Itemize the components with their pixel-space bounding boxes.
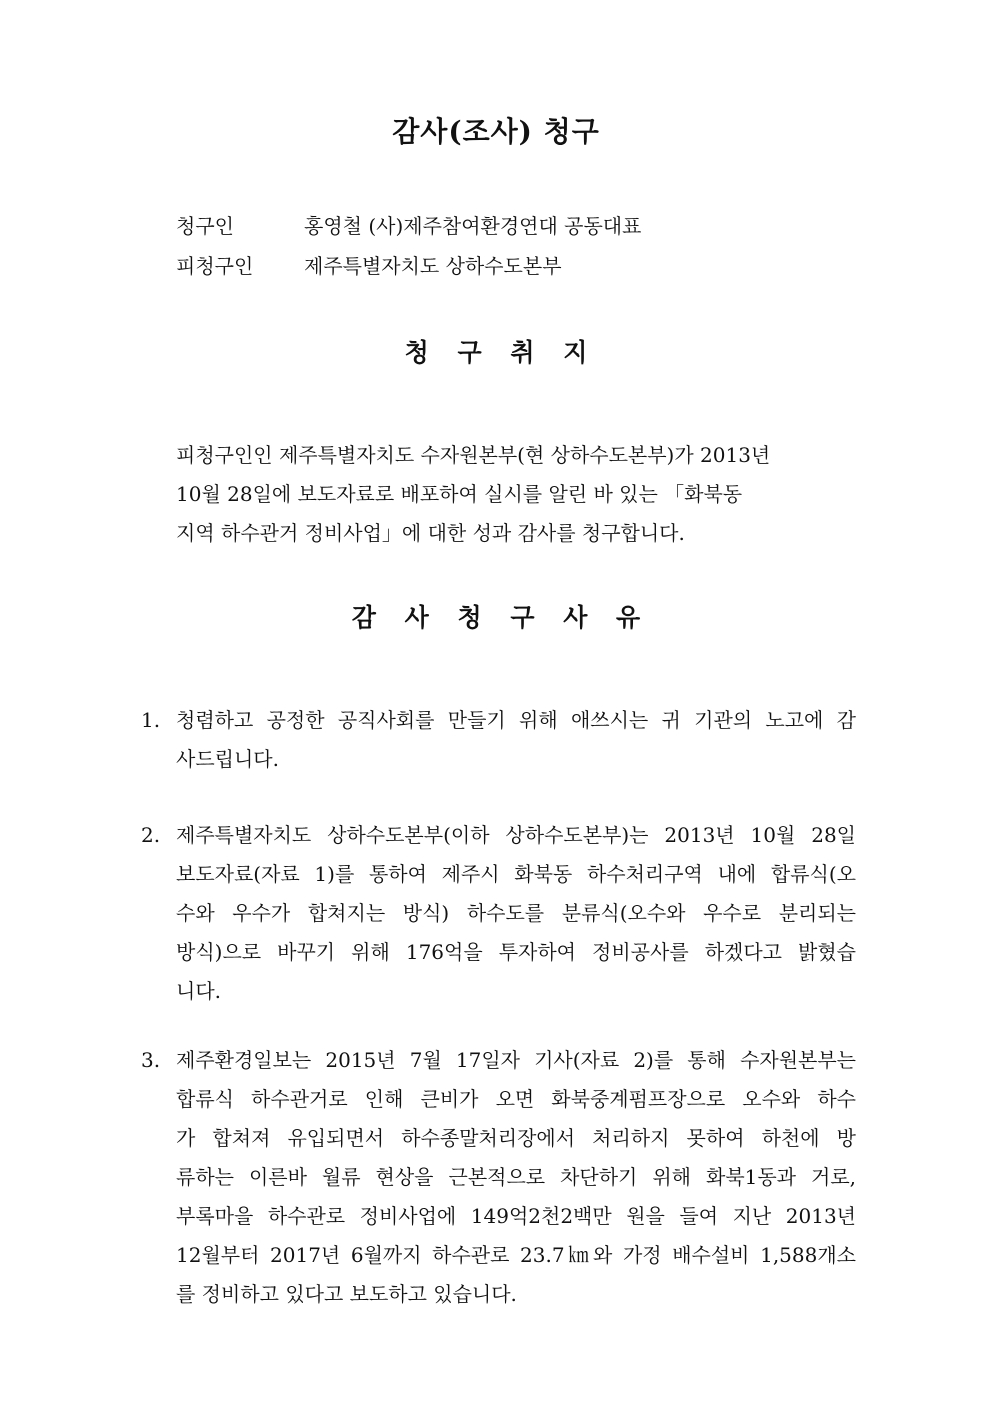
reason-line: 제주환경일보는 2015년 7월 17일자 기사(자료 2)를 통해 수자원본부는 — [176, 1048, 856, 1072]
respondent-value: 제주특별자치도 상하수도본부 — [304, 254, 562, 278]
reason-line: 12월부터 2017년 6월까지 하수관로 23.7㎞와 가정 배수설비 1,588개소 — [176, 1243, 856, 1267]
reason-body — [176, 701, 856, 779]
reason-body — [176, 816, 856, 1011]
reason-number: 3. — [141, 1048, 161, 1072]
reason-line: 를 정비하고 있다고 보도하고 있습니다. — [176, 1282, 517, 1306]
claimant-label: 청구인 — [176, 214, 234, 238]
reasons-heading: 감 사 청 구 사 유 — [351, 603, 651, 632]
respondent-row — [176, 251, 562, 281]
purpose-paragraph — [176, 436, 816, 553]
reason-item-1 — [141, 701, 856, 779]
respondent-label: 피청구인 — [176, 254, 254, 278]
reason-number: 2. — [141, 823, 161, 847]
purpose-line: 10월 28일에 보도자료로 배포하여 실시를 알린 바 있는 「화북동 — [176, 482, 743, 506]
claimant-row — [176, 211, 641, 241]
reason-line: 류하는 이른바 월류 현상을 근본적으로 차단하기 위해 화북1동과 거로, — [176, 1165, 856, 1189]
claimant-value: 홍영철 (사)제주참여환경연대 공동대표 — [304, 214, 642, 238]
reason-line: 가 합쳐져 유입되면서 하수종말처리장에서 처리하지 못하여 하천에 방 — [176, 1126, 856, 1150]
reason-body — [176, 1041, 856, 1314]
reason-line: 수와 우수가 합쳐지는 방식) 하수도를 분류식(오수와 우수로 분리되는 — [176, 901, 856, 925]
reason-line: 제주특별자치도 상하수도본부(이하 상하수도본부)는 2013년 10월 28일 — [176, 823, 856, 847]
reason-line: 합류식 하수관거로 인해 큰비가 오면 화북중계펌프장으로 오수와 하수 — [176, 1087, 856, 1111]
document-title: 감사(조사) 청구 — [392, 115, 600, 148]
reason-line: 사드립니다. — [176, 747, 279, 771]
reason-number: 1. — [141, 708, 161, 732]
reason-line: 보도자료(자료 1)를 통하여 제주시 화북동 하수처리구역 내에 합류식(오 — [176, 862, 856, 886]
purpose-line: 지역 하수관거 정비사업」에 대한 성과 감사를 청구합니다. — [176, 521, 685, 545]
reason-line: 니다. — [176, 979, 221, 1003]
reason-line: 방식)으로 바꾸기 위해 176억을 투자하여 정비공사를 하겠다고 밝혔습 — [176, 940, 856, 964]
reason-line: 청렴하고 공정한 공직사회를 만들기 위해 애쓰시는 귀 기관의 노고에 감 — [176, 708, 856, 732]
purpose-line: 피청구인인 제주특별자치도 수자원본부(현 상하수도본부)가 2013년 — [176, 443, 771, 467]
purpose-heading: 청 구 취 지 — [404, 338, 598, 367]
reason-item-3 — [141, 1041, 856, 1314]
reason-line: 부록마을 하수관로 정비사업에 149억2천2백만 원을 들여 지난 2013년 — [176, 1204, 856, 1228]
reason-item-2 — [141, 816, 856, 1011]
